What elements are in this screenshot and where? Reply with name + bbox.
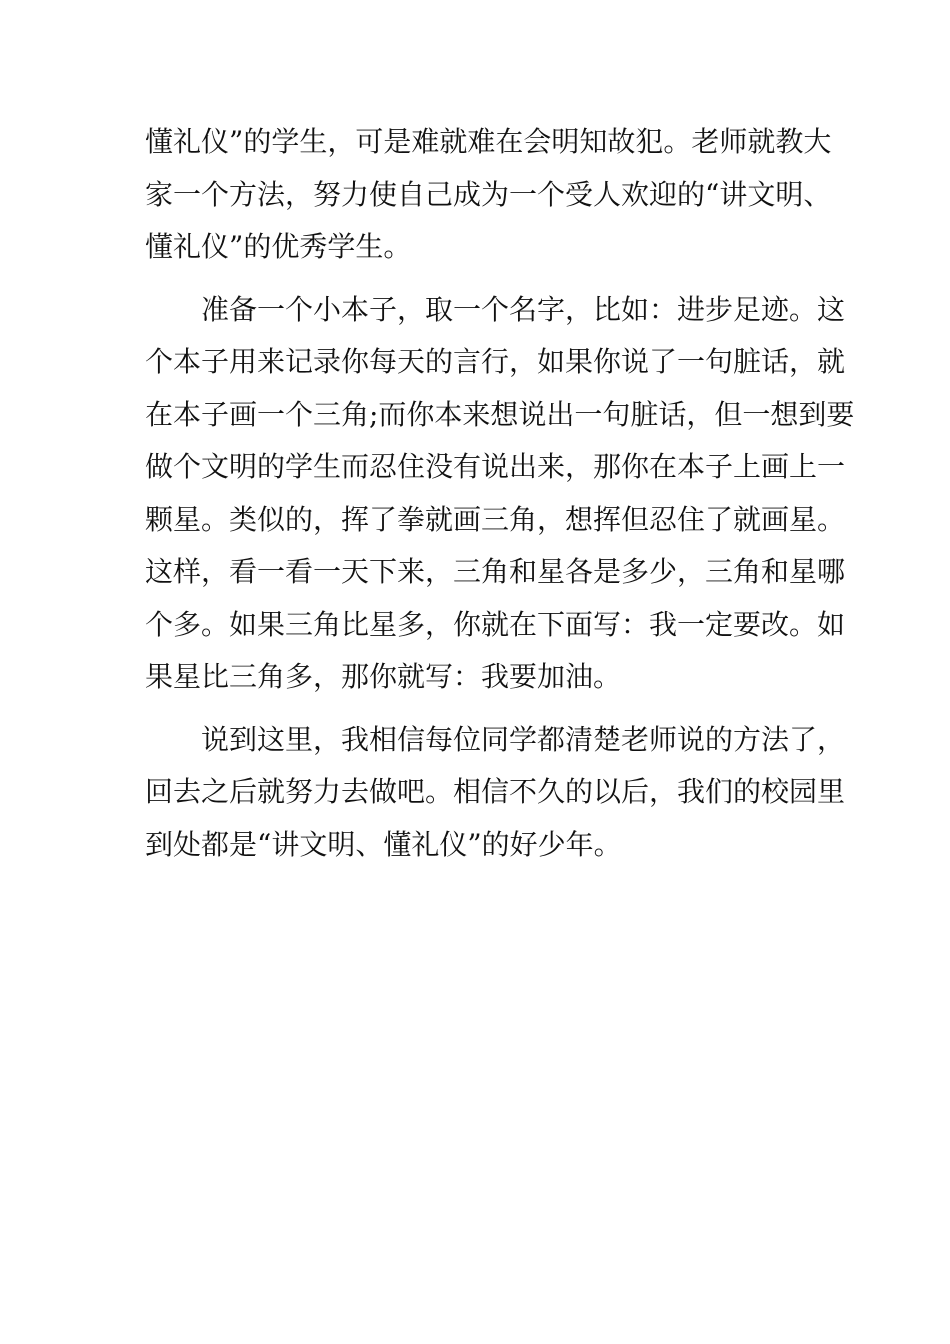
text-line: 说到这里，我相信每位同学都清楚老师说的方法了， <box>201 722 846 756</box>
paragraph-1 <box>145 116 832 274</box>
text-line: 回去之后就努力去做吧。相信不久的以后，我们的校园里 <box>145 775 846 808</box>
paragraph-spacer <box>145 274 807 284</box>
paragraph-spacer <box>145 704 807 714</box>
text-line: 这样，看一看一天下来，三角和星各是多少，三角和星哪 <box>145 555 846 588</box>
paragraph-3 <box>145 714 846 872</box>
text-line: 个本子用来记录你每天的言行，如果你说了一句脏话，就 <box>145 345 846 378</box>
text-line: 个多。如果三角比星多，你就在下面写：我一定要改。如 <box>145 607 846 641</box>
paragraph-2 <box>145 284 855 704</box>
text-line: 在本子画一个三角;而你本来想说出一句脏话，但一想到要 <box>145 397 855 431</box>
text-line: 果星比三角多，那你就写：我要加油。 <box>145 660 622 693</box>
text-line: 懂礼仪”的优秀学生。 <box>145 230 412 263</box>
text-line: 准备一个小本子，取一个名字，比如：进步足迹。这 <box>201 292 846 326</box>
text-line: 做个文明的学生而忍住没有说出来，那你在本子上画上一 <box>145 450 846 483</box>
text-line: 到处都是“讲文明、懂礼仪”的好少年。 <box>145 827 622 861</box>
document-body <box>145 116 855 871</box>
text-line: 懂礼仪”的学生，可是难就难在会明知故犯。老师就教大 <box>145 125 832 158</box>
text-line: 家一个方法，努力使自己成为一个受人欢迎的“讲文明、 <box>145 177 832 211</box>
text-line: 颗星。类似的，挥了拳就画三角，想挥但忍住了就画星。 <box>145 502 846 536</box>
